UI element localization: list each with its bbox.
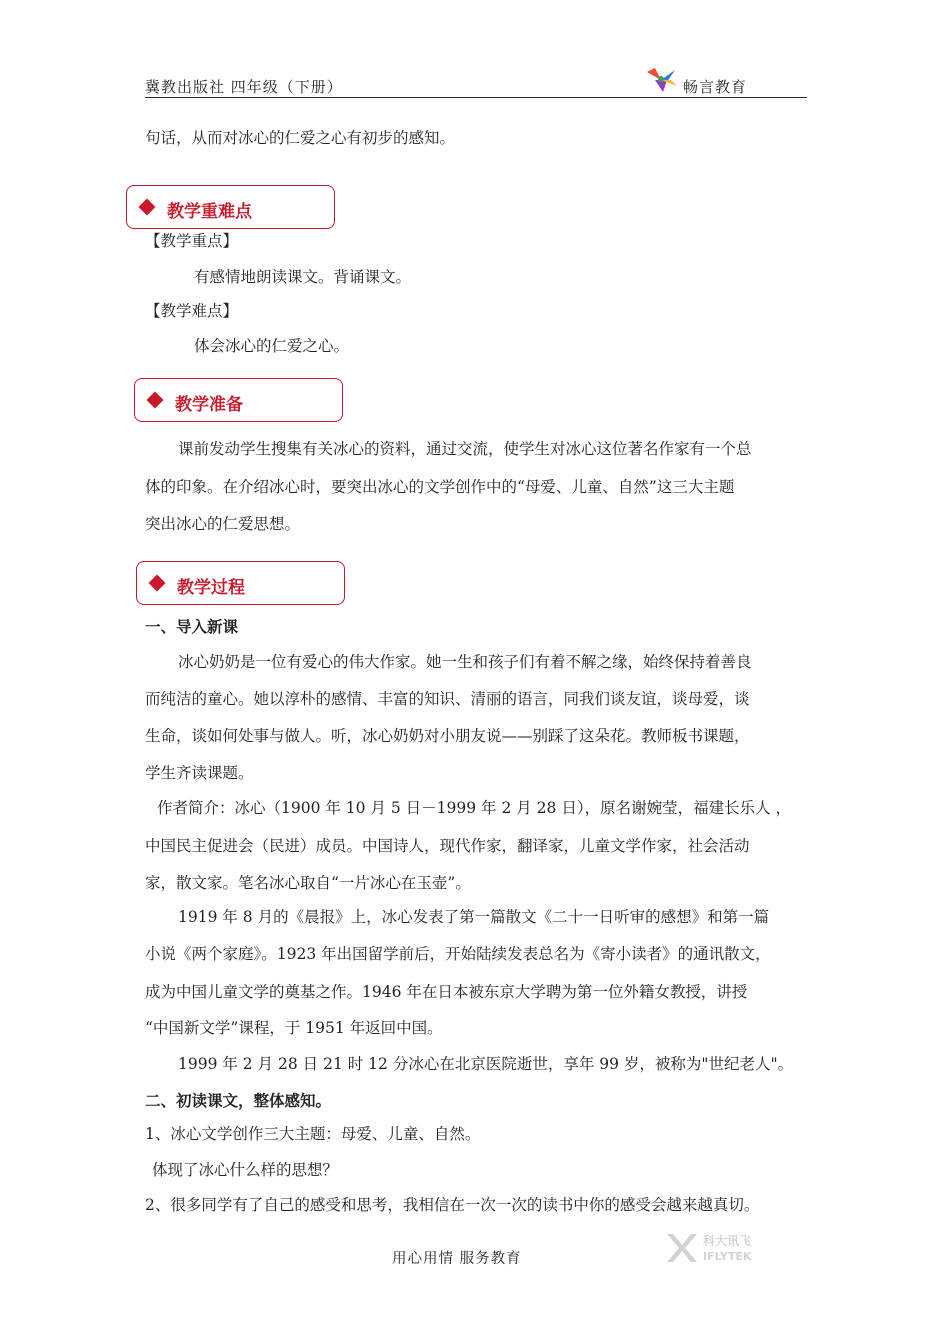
paragraph-line: 生命，谈如何处事与做人。听，冰心奶奶对小朋友说——别踩了这朵花。教师板书课题， xyxy=(145,727,750,745)
paragraph-line: 冰心奶奶是一位有爱心的伟大作家。她一生和孩子们有着不解之缘，始终保持着善良 xyxy=(178,653,752,671)
iflytek-cn-text: 科大讯飞 xyxy=(703,1234,752,1248)
bio-line: 1999 年 2 月 28 日 21 时 12 分冰心在北京医院逝世，享年 99 岁，被称为"世纪老人"。 xyxy=(178,1055,794,1073)
section-preparation xyxy=(134,378,343,422)
section-title: 教学重难点 xyxy=(167,202,252,222)
prep-line-2: 体的印象。在介绍冰心时，要突出冰心的文学创作中的“母爱、儿童、自然”这三大主题 xyxy=(145,478,735,496)
diamond-icon xyxy=(139,199,156,216)
paragraph-line: 2、很多同学有了自己的感受和思考，我相信在一次一次的读书中你的感受会越来越真切。 xyxy=(145,1196,760,1214)
changyan-bird-logo-icon xyxy=(645,66,679,94)
section-process xyxy=(136,561,345,605)
intro-line: 句话，从而对冰心的仁爱之心有初步的感知。 xyxy=(145,129,456,147)
page-header xyxy=(145,70,807,98)
iflytek-logo-icon xyxy=(665,1230,775,1266)
prep-line-3: 突出冰心的仁爱思想。 xyxy=(145,515,301,533)
bio-line: 小说《两个家庭》。1923 年出国留学前后，开始陆续发表总名为《寄小读者》的通讯散文， xyxy=(145,945,771,963)
key-text: 有感情地朗读课文。背诵课文。 xyxy=(194,268,412,286)
publisher-label: 冀教出版社 四年级（下册） xyxy=(145,78,343,96)
prep-line-1: 课前发动学生搜集有关冰心的资料，通过交流，使学生对冰心这位著名作家有一个总 xyxy=(178,440,752,458)
brand-label: 畅言教育 xyxy=(682,78,747,96)
bio-line: 家，散文家。笔名冰心取自“一片冰心在玉壶”。 xyxy=(145,874,471,892)
bio-line: 1919 年 8 月的《晨报》上，冰心发表了第一篇散文《二十一日听审的感想》和第一篇 xyxy=(178,908,770,926)
paragraph-line: 而纯洁的童心。她以淳朴的感情、丰富的知识、清丽的语言，同我们谈友谊，谈母爱，谈 xyxy=(145,690,750,708)
bio-line: 中国民主促进会（民进）成员。中国诗人，现代作家，翻译家，儿童文学作家，社会活动 xyxy=(145,837,750,855)
bio-line: “中国新文学”课程，于 1951 年返回中国。 xyxy=(145,1019,443,1037)
diamond-icon xyxy=(149,575,166,592)
paragraph-line: 学生齐读课题。 xyxy=(145,764,254,782)
paragraph-line: 体现了冰心什么样的思想？ xyxy=(152,1161,339,1179)
bio-line: 成为中国儿童文学的奠基之作。1946 年在日本被东京大学聘为第一位外籍女教授，讲授 xyxy=(145,983,748,1001)
section-key-points xyxy=(126,185,335,229)
difficulty-label: 【教学难点】 xyxy=(145,302,239,320)
iflytek-en-text: IFLYTEK xyxy=(703,1250,752,1263)
diamond-icon xyxy=(147,392,164,409)
paragraph-line: 1、冰心文学创作三大主题：母爱、儿童、自然。 xyxy=(145,1125,481,1143)
footer-slogan: 用心用情 服务教育 xyxy=(392,1251,522,1267)
part-one-heading: 一、导入新课 xyxy=(145,618,239,636)
part-two-heading: 二、初读课文，整体感知。 xyxy=(145,1092,332,1110)
section-title: 教学准备 xyxy=(175,395,243,415)
difficulty-text: 体会冰心的仁爱之心。 xyxy=(194,337,350,355)
bio-line: 作者简介：冰心（1900 年 10 月 5 日－1999 年 2 月 28 日），原名谢婉莹，福建长乐人 ， xyxy=(157,799,792,817)
section-title: 教学过程 xyxy=(177,578,245,598)
key-label: 【教学重点】 xyxy=(145,232,239,250)
